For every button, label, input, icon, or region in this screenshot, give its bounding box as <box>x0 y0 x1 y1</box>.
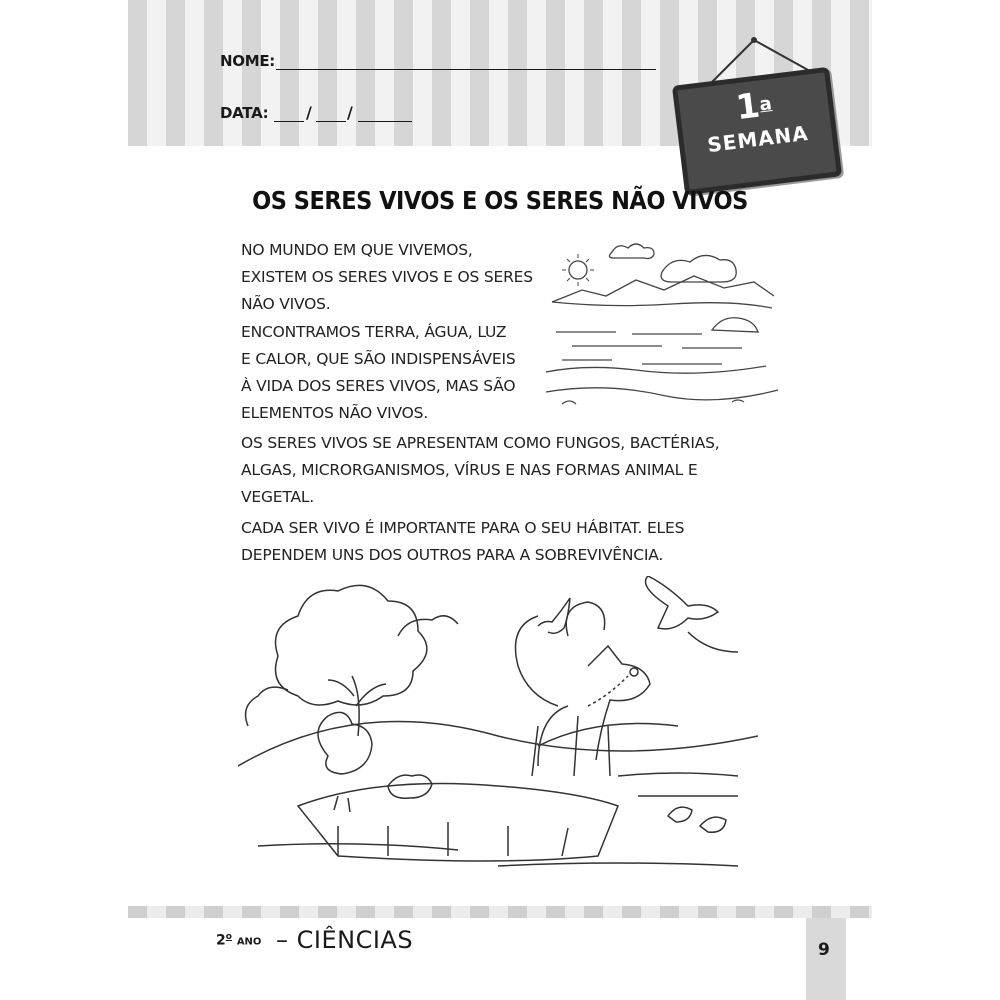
week-badge <box>672 30 832 180</box>
page-number: 9 <box>818 940 830 960</box>
date-slash-1: / <box>306 103 312 122</box>
footer-grade <box>216 932 261 949</box>
p2-line: ELEMENTOS NÃO VIVOS. <box>241 404 428 422</box>
badge-word: SEMANA <box>706 120 810 158</box>
date-slash-2: / <box>347 103 353 122</box>
chalkboard <box>672 67 842 195</box>
p4-line: DEPENDEM UNS DOS OUTROS PARA A SOBREVIVÊNCIA. <box>241 546 664 564</box>
grade-ordinal: o <box>225 932 232 942</box>
paragraph-3 <box>241 430 720 511</box>
grade-number: 2 <box>216 932 226 949</box>
p1-line: NO MUNDO EM QUE VIVEMOS, <box>241 241 473 259</box>
p3-line: ALGAS, MICRORGANISMOS, VÍRUS E NAS FORMAS ANIMAL E <box>241 461 698 479</box>
subject-name: CIÊNCIAS <box>296 926 414 954</box>
date-month-line <box>316 121 346 122</box>
paragraph-1 <box>241 237 533 318</box>
date-day-line <box>274 121 304 122</box>
p2-line: ENCONTRAMOS TERRA, ÁGUA, LUZ <box>241 323 507 341</box>
page-title: OS SERES VIVOS E OS SERES NÃO VIVOS <box>252 186 748 215</box>
p3-line: VEGETAL. <box>241 488 315 506</box>
p4-line: CADA SER VIVO É IMPORTANTE PARA O SEU HÁBITAT. ELES <box>241 519 685 537</box>
badge-number: 1 <box>733 85 763 129</box>
date-label: DATA: <box>220 104 269 122</box>
paragraph-2 <box>241 319 516 427</box>
p2-line: E CALOR, QUE SÃO INDISPENSÁVEIS <box>241 350 516 368</box>
name-line <box>276 69 656 70</box>
p1-line: NÃO VIVOS. <box>241 295 331 313</box>
paragraph-4 <box>241 515 684 569</box>
worksheet-page <box>128 0 872 1000</box>
date-year-line <box>358 121 412 122</box>
beach-landscape-illustration <box>542 232 782 417</box>
p1-line: EXISTEM OS SERES VIVOS E OS SERES <box>241 268 533 286</box>
name-label: NOME: <box>220 52 275 70</box>
p3-line: OS SERES VIVOS SE APRESENTAM COMO FUNGOS, BACTÉRIAS, <box>241 434 720 452</box>
badge-ordinal: a <box>758 93 773 116</box>
grade-word: ANO <box>236 936 262 948</box>
footer-subject-row <box>276 926 413 954</box>
forest-animals-illustration <box>238 576 758 876</box>
p2-line: À VIDA DOS SERES VIVOS, MAS SÃO <box>241 377 516 395</box>
footer-stripes <box>128 906 872 918</box>
footer-dash: – <box>276 926 289 954</box>
